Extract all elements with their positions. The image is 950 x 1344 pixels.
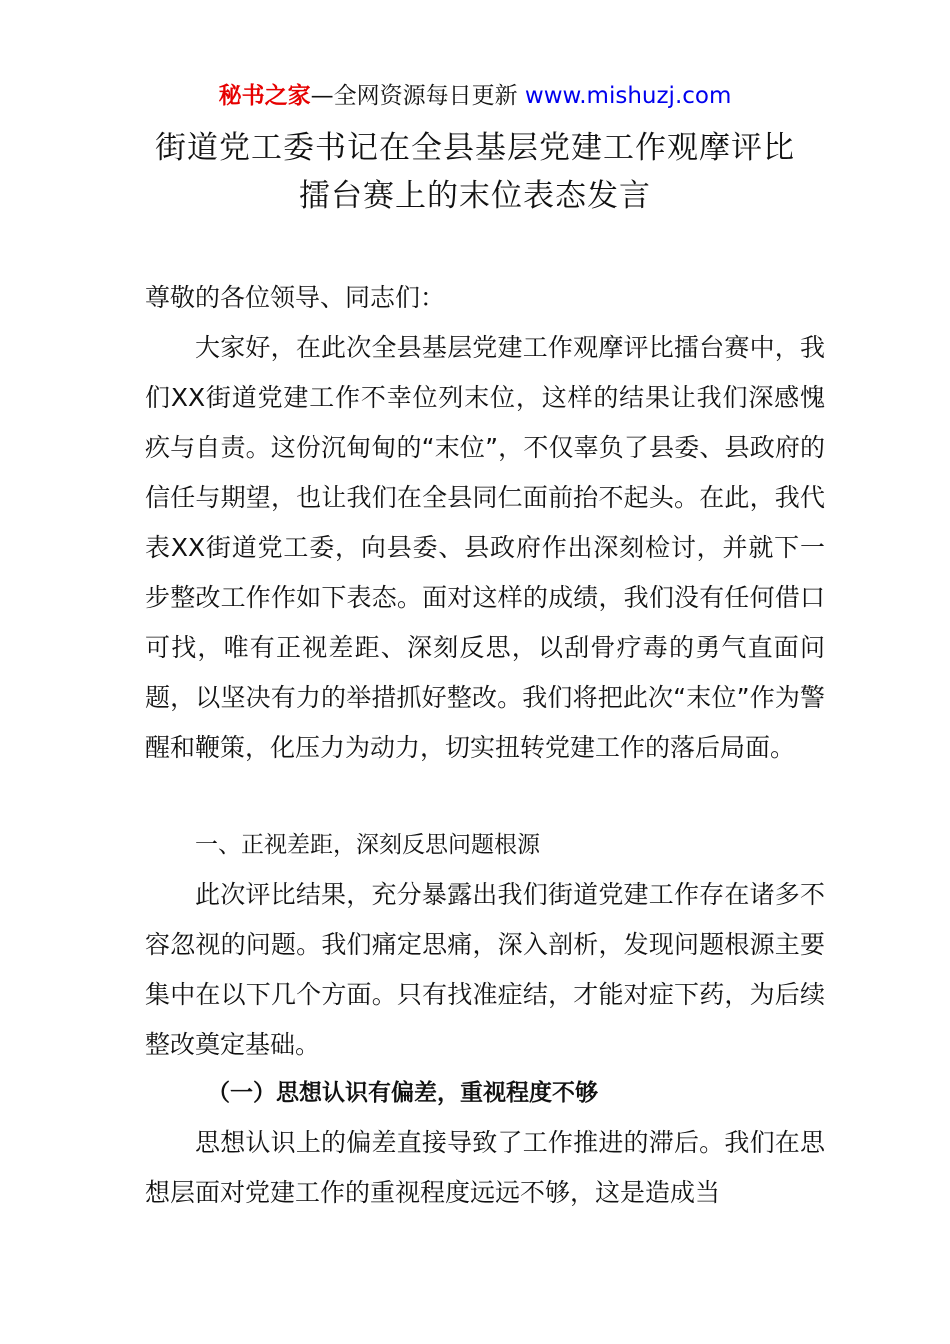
- paragraph-3: 思想认识上的偏差直接导致了工作推进的滞后。我们在思想层面对党建工作的重视程度远远不够，这是造成当: [145, 1128, 825, 1207]
- section-heading-1: 一、正视差距，深刻反思问题根源: [195, 832, 540, 858]
- banner-site-link[interactable]: www.mishuzj.com: [524, 83, 732, 109]
- banner-brand: 秘书之家: [218, 83, 311, 109]
- subsection-heading-1: （一）思想认识有偏差，重视程度不够: [207, 1080, 598, 1106]
- document-title-line-2: 擂台赛上的末位表态发言: [299, 178, 651, 214]
- greeting: 尊敬的各位领导、同志们：: [145, 283, 446, 312]
- paragraph-1: 大家好，在此次全县基层党建工作观摩评比擂台赛中，我们XX街道党建工作不幸位列末位，这样的结果让我们深感愧疚与自责。这份沉甸甸的“末位”，不仅辜负了县委、县政府的信任与期望，也让我们在全县同仁面前抬不起头。在此，我代表XX街道党工委，向县委、县政府作出深刻检讨，并就下一步整改工作作如下表态。面对这样的成绩，我们没有任何借口可找，唯有正视差距、深刻反思，以刮骨疗毒的勇气直面问题，以坚决有力的举措抓好整改。我们将把此次“末位”作为警醒和鞭策，化压力为动力，切实扭转党建工作的落后局面。: [145, 333, 825, 762]
- banner-tagline: —全网资源每日更新: [310, 83, 525, 109]
- paragraph-2: 此次评比结果，充分暴露出我们街道党建工作存在诸多不容忽视的问题。我们痛定思痛，深入剖析，发现问题根源主要集中在以下几个方面。只有找准症结，才能对症下药，为后续整改奠定基础。: [145, 880, 825, 1059]
- document-title-line-1: 街道党工委书记在全县基层党建工作观摩评比: [155, 130, 795, 166]
- site-banner: [0, 80, 950, 112]
